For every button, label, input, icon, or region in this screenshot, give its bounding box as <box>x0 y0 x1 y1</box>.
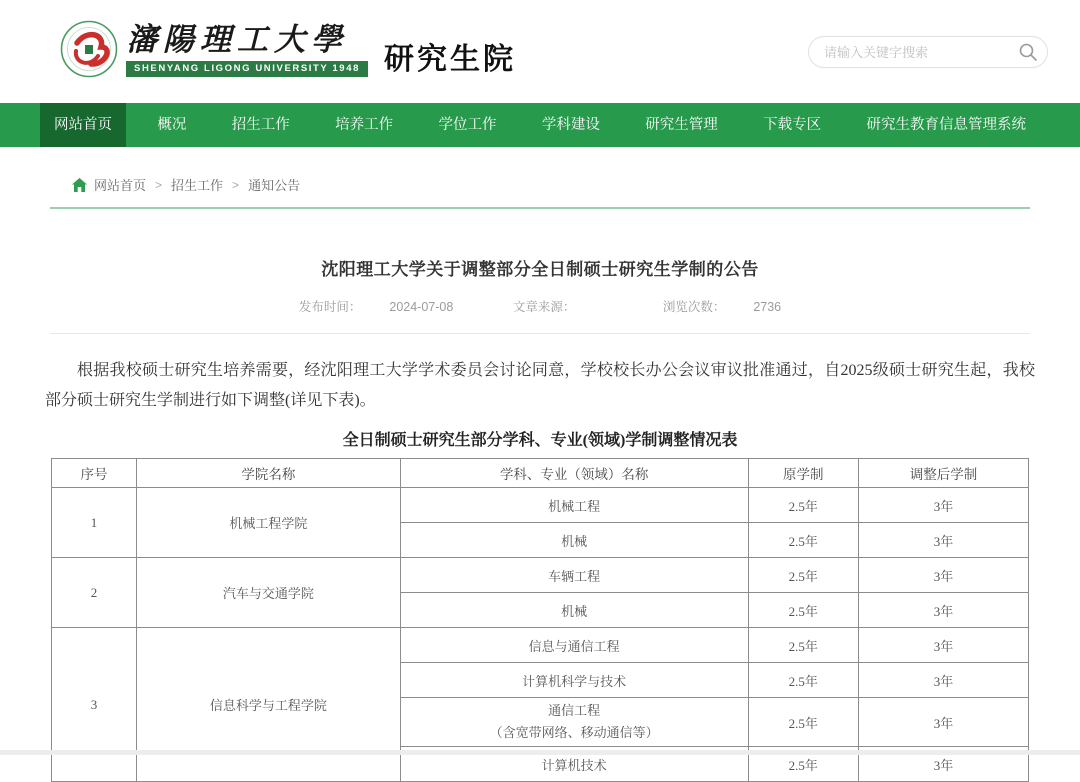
cell-major: 机械 <box>400 593 748 628</box>
cell-college: 汽车与交通学院 <box>136 558 400 628</box>
viewport-bottom-edge <box>0 750 1080 755</box>
article-paragraph: 根据我校硕士研究生培养需要，经沈阳理工大学学术委员会讨论同意，学校校长办公会议审议批准通过，自2025级硕士研究生起，我校部分硕士研究生学制进行如下调整(详见下表)。 <box>45 362 1035 409</box>
cell-major: 通信工程 （含宽带网络、移动通信等） <box>400 698 748 747</box>
schedule-table <box>51 458 1029 782</box>
article-source: 文章来源： <box>512 300 576 314</box>
cell-college: 机械工程学院 <box>136 488 400 558</box>
breadcrumb-item-1[interactable]: 网站首页 <box>94 178 147 193</box>
cell-old-duration: 2.5年 <box>748 523 858 558</box>
cell-new-duration: 3年 <box>858 523 1028 558</box>
nav-item-5[interactable]: 学位工作 <box>438 117 497 133</box>
breadcrumb-separator: > <box>232 177 240 192</box>
article-title: 沈阳理工大学关于调整部分全日制硕士研究生学制的公告 <box>321 260 759 279</box>
home-icon <box>72 178 87 192</box>
cell-no: 1 <box>52 488 137 558</box>
table-title: 全日制硕士研究生部分学科、专业(领域)学制调整情况表 <box>342 432 738 449</box>
cell-old-duration: 2.5年 <box>748 663 858 698</box>
breadcrumb-separator: > <box>155 177 163 192</box>
logo-banner: SHENYANG LIGONG UNIVERSITY 1948 <box>126 61 368 77</box>
cell-new-duration: 3年 <box>858 558 1028 593</box>
cell-major: 机械工程 <box>400 488 748 523</box>
nav-item-4[interactable]: 培养工作 <box>335 117 394 133</box>
cell-new-duration: 3年 <box>858 663 1028 698</box>
cell-new-duration: 3年 <box>858 628 1028 663</box>
logo-text <box>126 20 368 77</box>
breadcrumb-divider <box>50 207 1030 209</box>
schedule-table-header-row <box>52 459 1029 488</box>
nav-item-9[interactable]: 研究生教育信息管理系统 <box>866 117 1026 133</box>
nav-item-7[interactable]: 研究生管理 <box>645 117 718 133</box>
breadcrumb-item-3[interactable]: 通知公告 <box>248 178 301 193</box>
search-icon[interactable] <box>1018 42 1038 62</box>
main-nav <box>40 103 1040 147</box>
article-meta <box>50 297 1030 315</box>
cell-old-duration: 2.5年 <box>748 698 858 747</box>
column-header-1: 序号 <box>52 459 137 488</box>
nav-item-8[interactable]: 下载专区 <box>763 117 822 133</box>
view-count: 浏览次数： 2736 <box>662 300 782 314</box>
cell-new-duration: 3年 <box>858 593 1028 628</box>
nav-item-1[interactable]: 网站首页 <box>40 99 126 147</box>
article <box>45 255 1035 782</box>
logo-calligraphy: 瀋陽理工大學 <box>126 22 348 57</box>
cell-major: 计算机技术 <box>400 747 748 782</box>
cell-old-duration: 2.5年 <box>748 747 858 782</box>
nav-item-2[interactable]: 概况 <box>157 117 187 133</box>
cell-major: 计算机科学与技术 <box>400 663 748 698</box>
breadcrumb-item-2[interactable]: 招生工作 <box>171 178 224 193</box>
breadcrumb-trail <box>94 175 300 194</box>
nav-item-3[interactable]: 招生工作 <box>231 117 290 133</box>
cell-new-duration: 3年 <box>858 747 1028 782</box>
table-row <box>52 628 1029 663</box>
cell-new-duration: 3年 <box>858 698 1028 747</box>
publish-time: 发布时间： 2024-07-08 <box>298 300 454 314</box>
column-header-5: 调整后学制 <box>858 459 1028 488</box>
nav-item-6[interactable]: 学科建设 <box>541 117 600 133</box>
cell-no: 2 <box>52 558 137 628</box>
column-header-4: 原学制 <box>748 459 858 488</box>
cell-old-duration: 2.5年 <box>748 628 858 663</box>
site-name: 研究生院 <box>384 43 516 76</box>
cell-new-duration: 3年 <box>858 488 1028 523</box>
university-emblem-icon <box>60 20 118 78</box>
cell-old-duration: 2.5年 <box>748 558 858 593</box>
search-box <box>808 36 1048 68</box>
table-row <box>52 558 1029 593</box>
table-row <box>52 488 1029 523</box>
column-header-3: 学科、专业（领域）名称 <box>400 459 748 488</box>
cell-old-duration: 2.5年 <box>748 593 858 628</box>
university-logo[interactable] <box>60 20 516 78</box>
main-nav-bar <box>0 103 1080 147</box>
cell-major: 信息与通信工程 <box>400 628 748 663</box>
breadcrumb <box>40 147 1040 194</box>
site-header <box>0 0 1080 103</box>
cell-college: 信息科学与工程学院 <box>136 628 400 782</box>
column-header-2: 学院名称 <box>136 459 400 488</box>
schedule-table-body <box>52 488 1029 782</box>
cell-major: 机械 <box>400 523 748 558</box>
meta-divider <box>50 333 1030 334</box>
search-input[interactable] <box>808 36 1048 68</box>
cell-old-duration: 2.5年 <box>748 488 858 523</box>
cell-major: 车辆工程 <box>400 558 748 593</box>
cell-no: 3 <box>52 628 137 782</box>
